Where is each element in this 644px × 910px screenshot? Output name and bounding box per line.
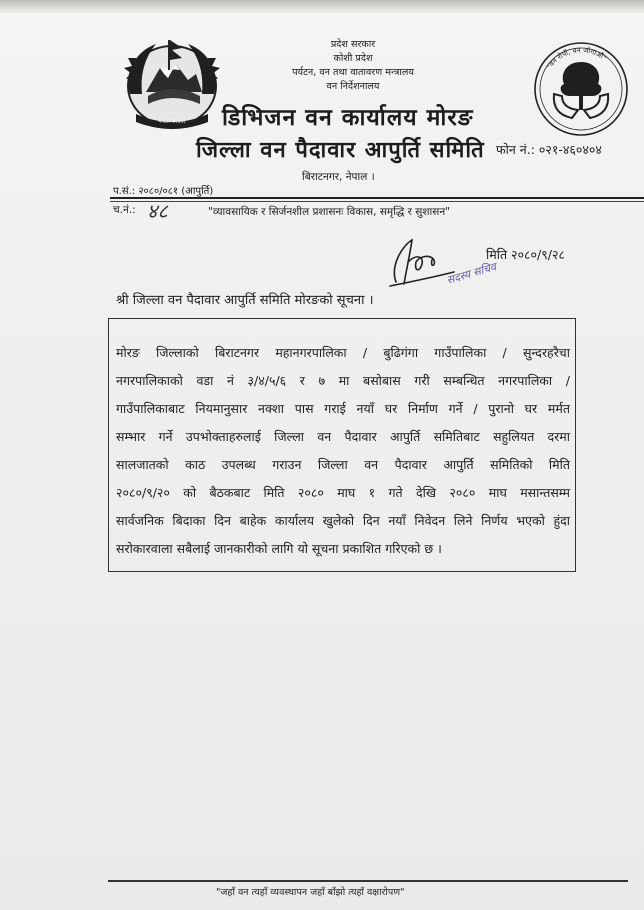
footer-rule	[108, 880, 628, 882]
reference-cn-label: च.नं.:	[113, 204, 136, 216]
notice-line: २०८०/९/२० को बैठकबाट मिति २०८० माघ १ गते देखि २०८० माघ मसान्तसम्म	[116, 485, 570, 500]
notice-line: सालजातको काठ उपलब्ध गराउन जिल्ला वन पैदावार आपुर्ति समितिको मिति	[116, 457, 570, 472]
logo-motto: "वन रोपौं, वन जोगाऔं"	[545, 46, 608, 71]
reference-cn-number: ४८	[147, 199, 168, 223]
letter-date: मिति २०८०/९/२८	[486, 247, 565, 262]
committee-title: जिल्ला वन पैदावार आपुर्ति समिति	[196, 137, 485, 163]
forest-logo-icon	[532, 40, 630, 138]
header-line-government: प्रदेश सरकार	[330, 39, 376, 50]
header-line-directorate: वन निर्देशनालय	[326, 81, 380, 92]
notice-subject: श्री जिल्ला वन पैदावार आपुर्ति समिति मोरङको सूचना ।	[116, 293, 374, 308]
emblem-ribbon-text: नेपाल सरकार	[158, 119, 186, 125]
notice-line: सार्वजनिक बिदाका दिन बाहेक कार्यालय खुलेको दिन नयाँ निवेदन लिने निर्णय भएको हुंदा	[116, 513, 570, 528]
header-line-ministry: पर्यटन, वन तथा वातावरण मन्त्रालय	[292, 67, 414, 78]
header-rule	[110, 197, 644, 199]
notice-line: मोरङ जिल्लाको बिराटनगर महानगरपालिका / बुढिगंगा गाउँपालिका / सुन्दरहरैचा	[116, 345, 570, 360]
office-title: डिभिजन वन कार्यालय मोरङ	[222, 104, 474, 131]
footer-slogan: "जहाँ वन त्यहाँ व्यवस्थापन जहाँ बाँझो त्यहाँ वक्षारोपण"	[216, 887, 405, 898]
header-rule-thin	[110, 201, 644, 202]
header-line-province: कोशी प्रदेश	[333, 53, 373, 64]
notice-line: नगरपालिकाको वडा नं ३/४/५/६ र ७ मा बसोबास गरी सम्बन्धित नगरपालिका /	[116, 373, 570, 388]
reference-ps: प.सं.: २०८०/०८१ (आपुर्ति)	[113, 186, 214, 197]
city-address: बिराटनगर, नेपाल ।	[302, 171, 375, 183]
nepal-emblem-icon	[116, 34, 228, 134]
phone-number: फोन नं.: ०२१-४६०४०४	[496, 142, 602, 157]
member-secretary-stamp: सदस्य सचिव	[445, 260, 498, 287]
notice-line: गाउँपालिकाबाट नियमानुसार नक्शा पास गराई नयाँ घर निर्माण गर्ने / पुरानो घर मर्मत	[116, 401, 570, 416]
notice-line: सरोकारवाला सबैलाई जानकारीको लागि यो सूचना प्रकाशित गरिएको छ ।	[116, 541, 442, 556]
slogan: "व्यावसायिक र सिर्जनशील प्रशासनः विकास, समृद्धि र सुशासन"	[208, 206, 450, 218]
notice-line: सम्भार गर्ने उपभोक्ताहरुलाई जिल्ला वन पैदावार आपुर्ति समितिबाट सहुलियत दरमा	[116, 429, 570, 444]
